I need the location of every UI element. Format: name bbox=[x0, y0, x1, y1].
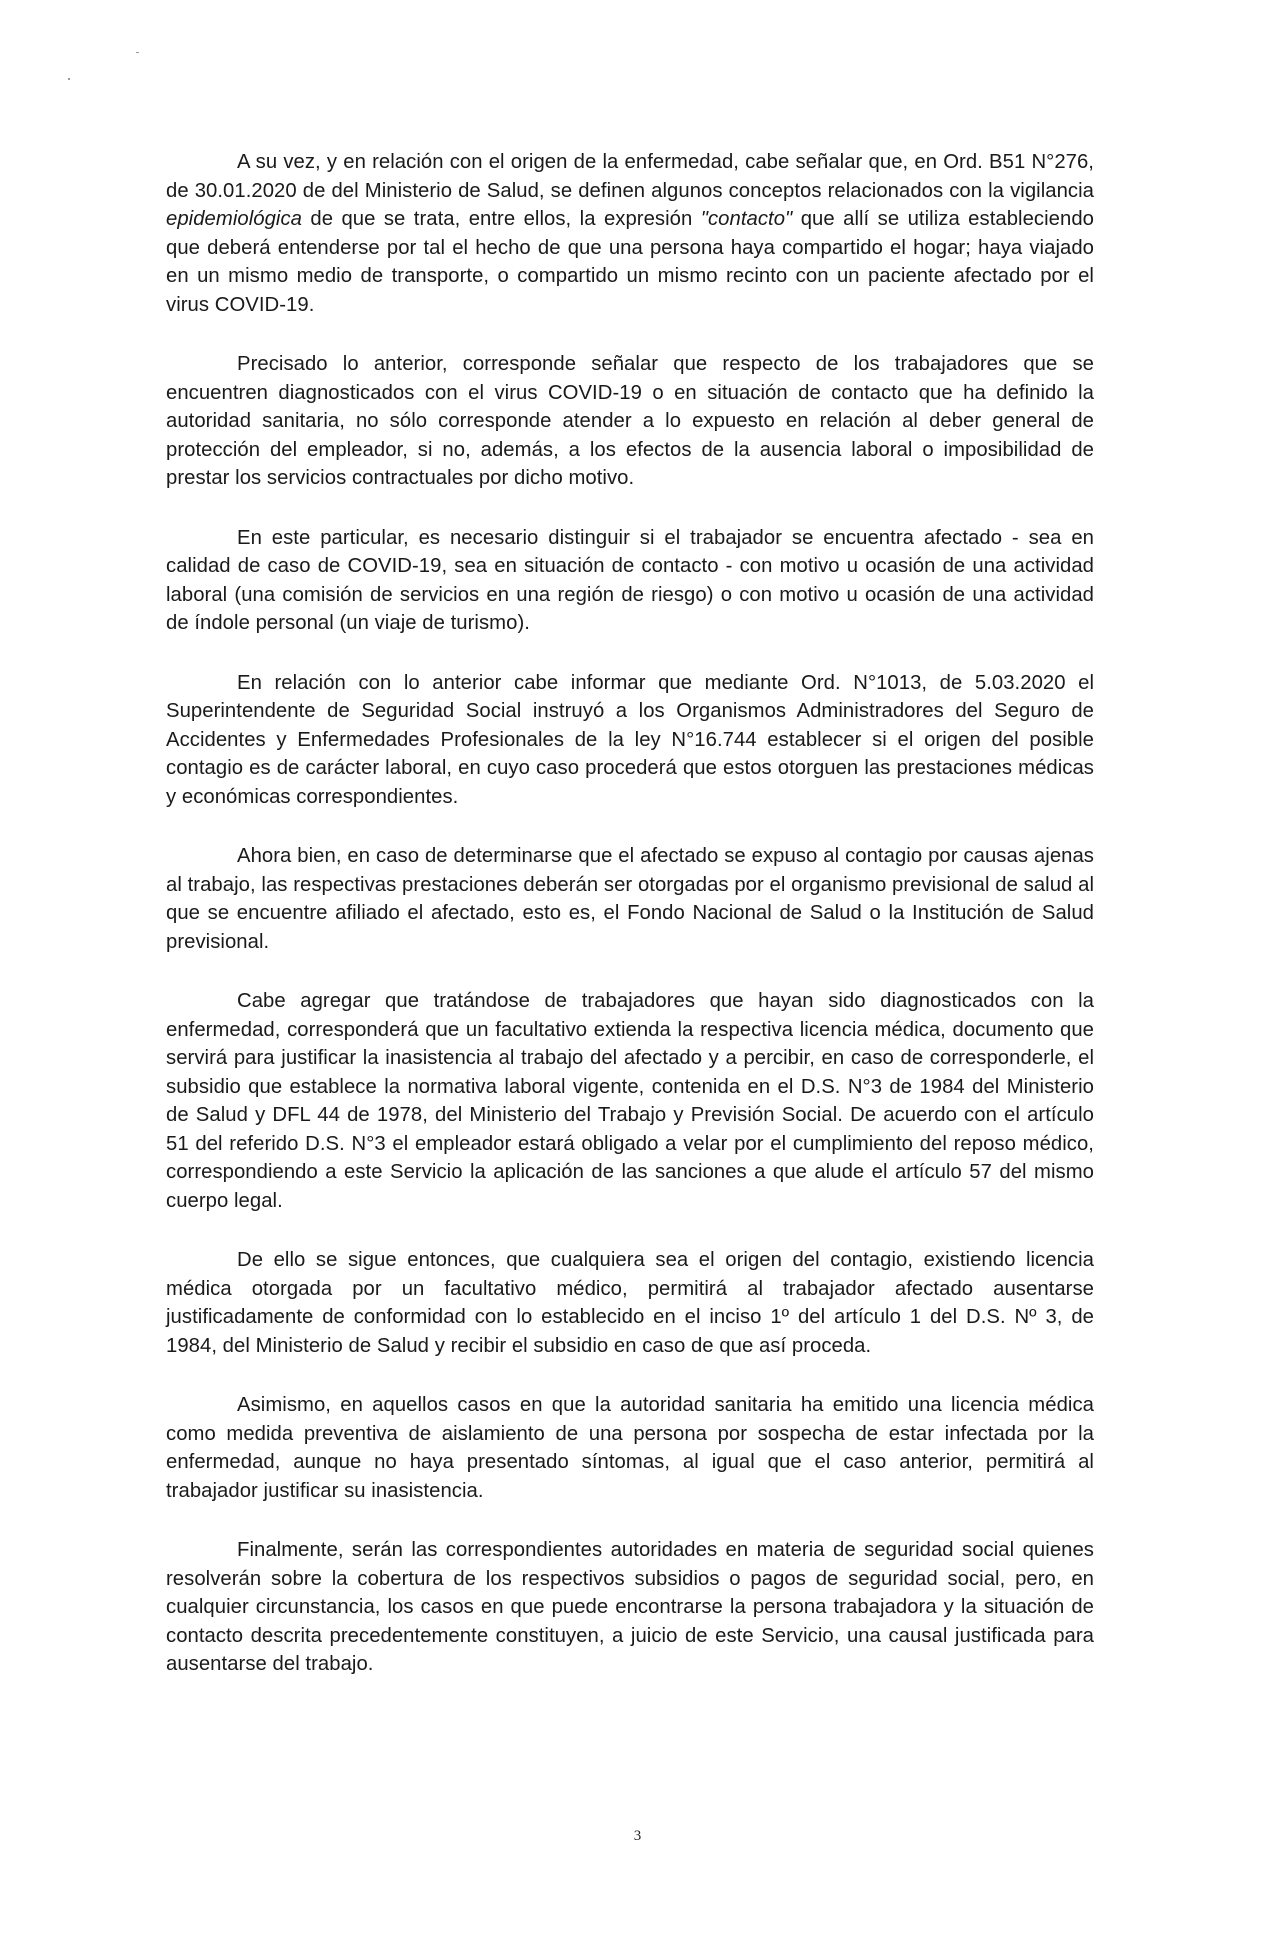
paragraph-text: de que se trata, entre ellos, la expresión bbox=[302, 208, 701, 230]
paragraph-2 bbox=[166, 350, 1094, 493]
scan-speck bbox=[68, 78, 70, 80]
paragraph-text: Cabe agregar que tratándose de trabajadores que hayan sido diagnosticados con la enfermedad, corresponderá que un facultativo extienda la respectiva licencia médica, documento que servirá para justificar la inasistencia al trabajo del afectado y a percibir, en caso de corresponderle, el subsidio que establece la normativa laboral vigente, contenida en el D.S. N°3 de 1984 del Ministerio de Salud y DFL 44 de 1978, del Ministerio del Trabajo y Previsión Social. De acuerdo con el artículo 51 del referido D.S. N°3 el empleador estará obligado a velar por el cumplimiento del reposo médico, correspondiendo a este Servicio la aplicación de las sanciones a que alude el artículo 57 del mismo cuerpo legal. bbox=[166, 990, 1094, 1212]
italic-text: "contacto" bbox=[700, 208, 793, 230]
paragraph-text: De ello se sigue entonces, que cualquiera sea el origen del contagio, existiendo licencia médica otorgada por un facultativo médico, permitirá al trabajador afectado ausentarse justificadamente de conformidad con lo establecido en el inciso 1º del artículo 1 del D.S. Nº 3, de 1984, del Ministerio de Salud y recibir el subsidio en caso de que así proceda. bbox=[166, 1249, 1094, 1357]
paragraph-9 bbox=[166, 1536, 1094, 1679]
paragraph-4 bbox=[166, 669, 1094, 812]
italic-text: epidemiológica bbox=[166, 208, 302, 230]
paragraph-text: En este particular, es necesario distinguir si el trabajador se encuentra afectado - sea en calidad de caso de COVID-19, sea en situación de contacto - con motivo u ocasión de una actividad laboral (una comisión de servicios en una región de riesgo) o con motivo u ocasión de una actividad de índole personal (un viaje de turismo). bbox=[166, 526, 1094, 634]
paragraph-7 bbox=[166, 1246, 1094, 1360]
paragraph-text: Asimismo, en aquellos casos en que la autoridad sanitaria ha emitido una licencia médica como medida preventiva de aislamiento de una persona por sospecha de estar infectada por la enfermedad, aunque no haya presentado síntomas, al igual que el caso anterior, permitirá al trabajador justificar su inasistencia. bbox=[166, 1394, 1094, 1502]
scan-speck bbox=[136, 52, 139, 53]
paragraph-5 bbox=[166, 842, 1094, 956]
paragraph-text: Finalmente, serán las correspondientes autoridades en materia de seguridad social quienes resolverán sobre la cobertura de los respectivos subsidios o pagos de seguridad social, pero, en cualquier circunstancia, los casos en que puede encontrarse la persona trabajadora y la situación de contacto descrita precedentemente constituyen, a juicio de este Servicio, una causal justificada para ausentarse del trabajo. bbox=[166, 1539, 1094, 1675]
paragraph-text: En relación con lo anterior cabe informar que mediante Ord. N°1013, de 5.03.2020 el Superintendente de Seguridad Social instruyó a los Organismos Administradores del Seguro de Accidentes y Enfermedades Profesionales de la ley N°16.744 establecer si el origen del posible contagio es de carácter laboral, en cuyo caso procederá que estos otorguen las prestaciones médicas y económicas correspondientes. bbox=[166, 671, 1094, 808]
paragraph-text: A su vez, y en relación con el origen de la enfermedad, cabe señalar que, en Ord. B51 N°276, de 30.01.2020 de del Ministerio de Salud, se definen algunos conceptos relacionados con la vigilancia bbox=[166, 151, 1094, 202]
paragraph-8 bbox=[166, 1391, 1094, 1505]
paragraph-3 bbox=[166, 524, 1094, 638]
paragraph-text: que allí se utiliza estableciendo que deberá entenderse por tal el hecho de que una persona haya compartido el hogar; haya viajado en un mismo medio de transporte, o compartido un mismo recinto con un paciente afectado por el virus COVID-19. bbox=[166, 208, 1094, 316]
page-number: 3 bbox=[633, 1828, 642, 1844]
paragraph-6 bbox=[166, 987, 1094, 1215]
paragraph-1 bbox=[166, 148, 1094, 319]
paragraph-text: Precisado lo anterior, corresponde señalar que respecto de los trabajadores que se encuentren diagnosticados con el virus COVID-19 o en situación de contacto que ha definido la autoridad sanitaria, no sólo corresponde atender a lo expuesto en relación al deber general de protección del empleador, si no, además, a los efectos de la ausencia laboral o imposibilidad de prestar los servicios contractuales por dicho motivo. bbox=[166, 353, 1094, 489]
paragraph-text: Ahora bien, en caso de determinarse que el afectado se expuso al contagio por causas ajenas al trabajo, las respectivas prestaciones deberán ser otorgadas por el organismo previsional de salud al que se encuentre afiliado el afectado, esto es, el Fondo Nacional de Salud o la Institución de Salud previsional. bbox=[166, 845, 1094, 953]
document-body bbox=[166, 148, 1094, 1710]
